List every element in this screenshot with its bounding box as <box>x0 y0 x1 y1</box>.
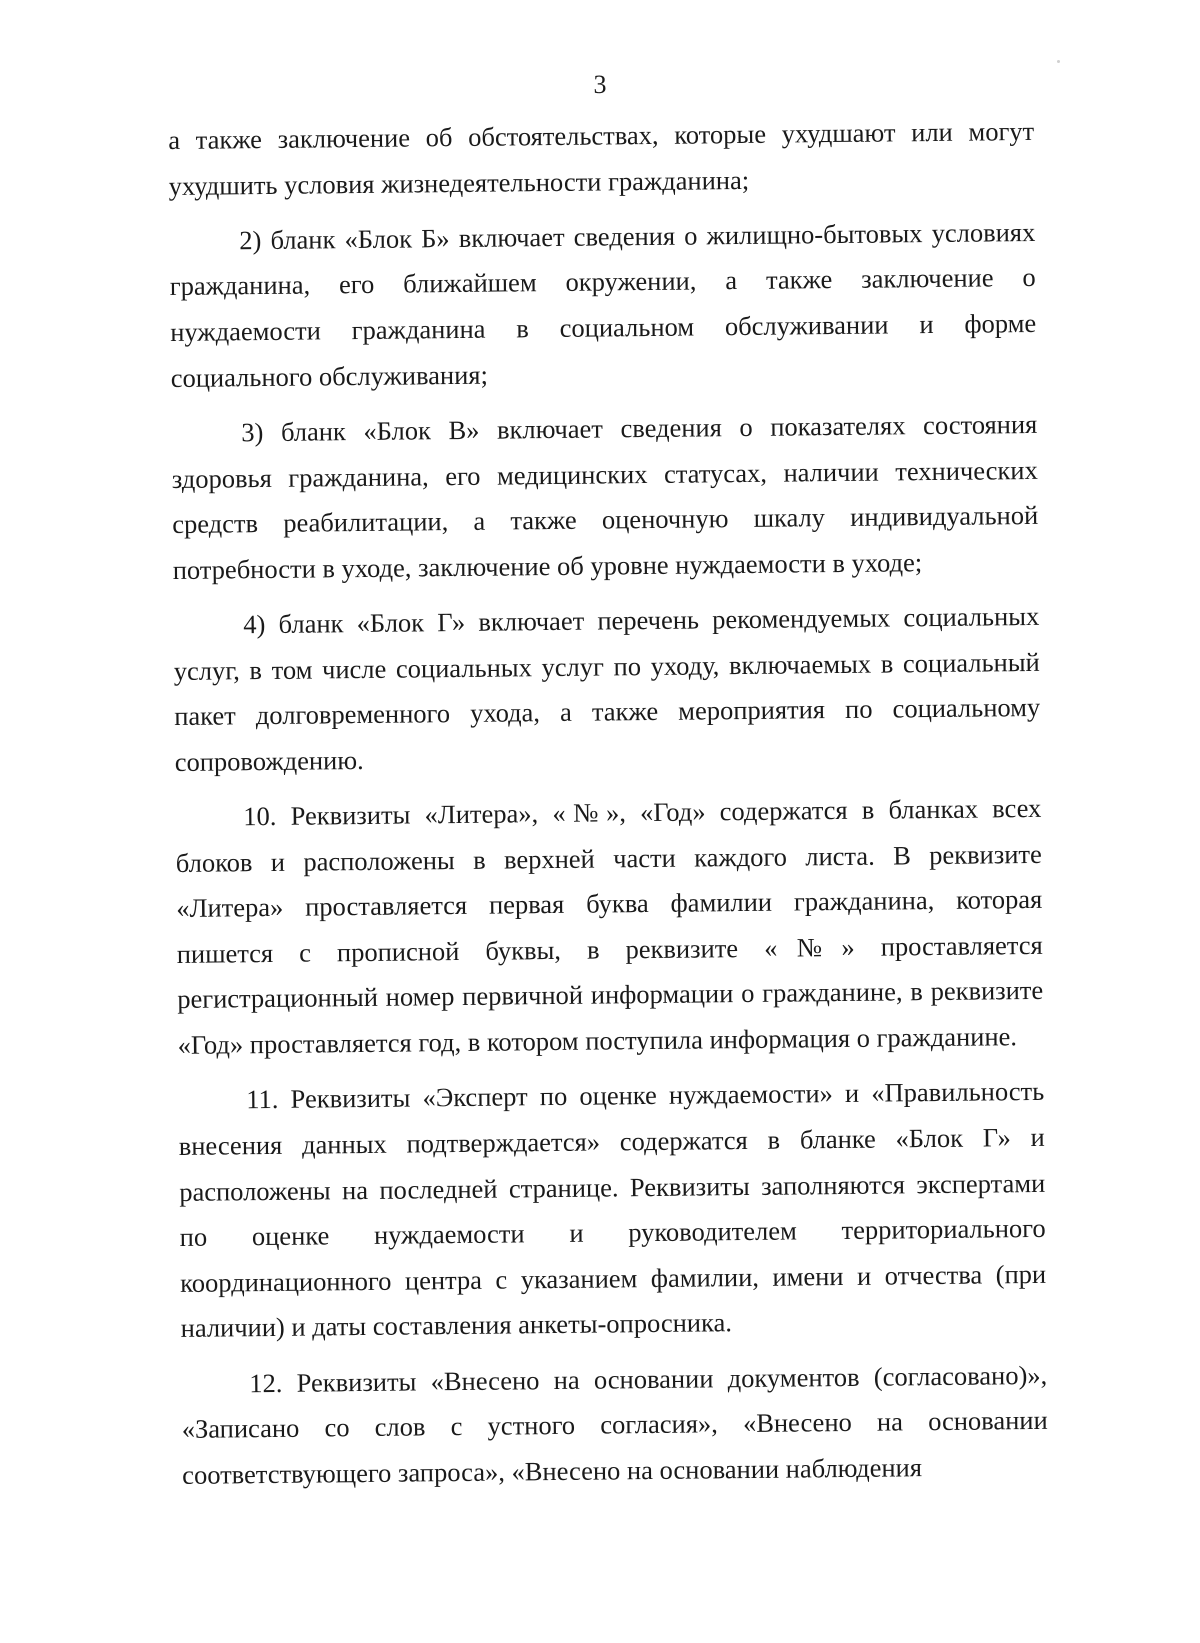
scan-speck <box>1057 60 1060 63</box>
page-number: 3 <box>593 70 607 99</box>
clause-10: 10. Реквизиты «Литера», «№», «Год» содержатся в бланках всех блоков и расположены в верхней части каждого листа. В реквизите «Литера» проставляется первая буква фамилии гражданина, которая пишется с прописной буквы, в реквизите «№» проставляется регистрационный номер первичной информации о гражданине, в реквизите «Год» проставляется год, в котором поступила информация о гражданине. <box>175 792 1044 1060</box>
clause-11: 11. Реквизиты «Эксперт по оценке нуждаемости» и «Правильность внесения данных подтверждается» содержатся в бланке «Блок Г» и расположены на последней странице. Реквизиты заполняются экспертами по оценке нуждаемости и руководителем территориального координационного центра с указанием фамилии, имени и отчества (при наличии) и даты составления анкеты-опросника. <box>178 1076 1047 1344</box>
list-item-block-g: 4) бланк «Блок Г» включает перечень рекомендуемых социальных услуг, в том числе социальных услуг по уходу, включаемых в социальный пакет долговременного ухода, а также мероприятия по социальному сопровождению. <box>173 600 1041 777</box>
clause-12: 12. Реквизиты «Внесено на основании документов (согласовано)», «Записано со слов с устного согласия», «Внесено на основании соответствующего запроса», «Внесено на основании наблюдения <box>181 1359 1048 1490</box>
list-item-block-v: 3) бланк «Блок В» включает сведения о показателях состояния здоровья гражданина, его медицинских статусах, наличии технических средств реабилитации, а также оценочную шкалу индивидуальной потребности в уходе, заключение об уровне нуждаемости в уходе; <box>171 408 1039 585</box>
list-item-block-b: 2) бланк «Блок Б» включает сведения о жилищно-бытовых условиях гражданина, его ближайшем окружении, а также заключение о нуждаемости гражданина в социальном обслуживании и форме социального обслуживания; <box>169 216 1037 393</box>
paragraph-continuation: а также заключение об обстоятельствах, которые ухудшают или могут ухудшить условия жизнедеятельности гражданина; <box>168 115 1035 201</box>
document-body <box>168 109 1048 1498</box>
